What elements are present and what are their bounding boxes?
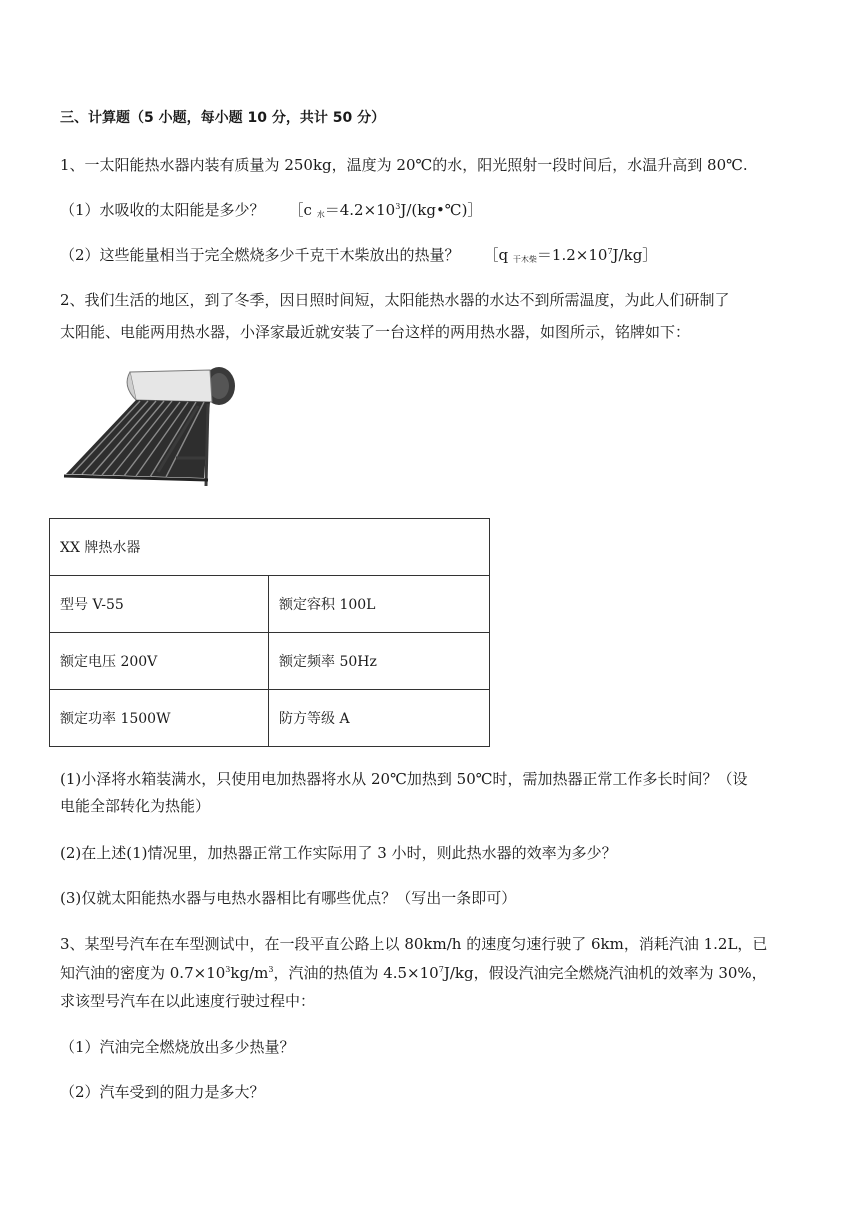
question-3-line-2: 知汽油的密度为 $0.7\times 10^3kg/m^3$，汽油的热值为 $4.5\times 10^7J/kg$，假设汽油完全燃烧汽油机的效率为 30%， (60, 964, 767, 982)
question-1-stem: 1、一太阳能热水器内装有质量为 250kg，温度为 20℃的水，阳光照射一段时间后，水温升高到 80℃. (60, 156, 748, 174)
question-2-stem-line-2: 太阳能、电能两用热水器，小泽家最近就安装了一台这样的两用热水器，如图所示，铭牌如下： (60, 323, 691, 341)
question-2-stem-line-1: 2、我们生活的地区，到了冬季，因日照时间短，太阳能热水器的水达不到所需温度，为此人们研制了 (60, 291, 730, 309)
model-cell: 型号 V-55 (50, 576, 269, 633)
nameplate-header-row (50, 519, 490, 576)
question-2-sub-3: (3)仅就太阳能热水器与电热水器相比有哪些优点？（写出一条即可） (60, 889, 517, 907)
question-2-sub-1-line-1: (1)小泽将水箱装满水，只使用电加热器将水从 20℃加热到 50℃时，需加热器正常工作多长时间？（设 (60, 770, 748, 788)
question-1-part-1-text: （1）水吸收的太阳能是多少？ (60, 201, 265, 219)
voltage-cell: 额定电压 200V (50, 633, 269, 690)
table-row (50, 576, 490, 633)
question-3-line-1: 3、某型号汽车在车型测试中，在一段平直公路上以 80km/h 的速度匀速行驶了 6km，消耗汽油 1.2L，已 (60, 935, 768, 953)
question-1-part-2-text: （2）这些能量相当于完全燃烧多少千克干木柴放出的热量？ (60, 246, 460, 264)
nameplate-table (49, 518, 490, 747)
table-row (50, 690, 490, 747)
question-3-part-2: （2）汽车受到的阻力是多大？ (60, 1083, 265, 1101)
question-3-part-1: （1）汽油完全燃烧放出多少热量？ (60, 1038, 295, 1056)
section-title: 三、计算题（5 小题，每小题 10 分，共计 50 分） (60, 110, 386, 126)
question-2-sub-2: (2)在上述(1)情况里，加热器正常工作实际用了 3 小时，则此热水器的效率为多少？ (60, 844, 617, 862)
frequency-cell: 额定频率 50Hz (269, 633, 490, 690)
protection-level-cell: 防方等级 A (269, 690, 490, 747)
capacity-cell: 额定容积 100L (269, 576, 490, 633)
question-3-line-3: 求该型号汽车在以此速度行驶过程中： (60, 992, 316, 1010)
solar-water-heater-image (58, 362, 236, 490)
table-row (50, 633, 490, 690)
question-1-part-2 (60, 245, 657, 265)
question-1-part-1 (60, 200, 482, 220)
heat-value-formula: ［q $_{干木柴}=1.2\times 10^7J/kg]$ (483, 246, 658, 264)
specific-heat-formula: ［c $_水=4.2\times 10^3J/(kg•℃)]$ (288, 201, 483, 219)
question-2-sub-1-line-2: 电能全部转化为热能） (60, 797, 211, 815)
nameplate-title: XX 牌热水器 (50, 519, 490, 576)
power-cell: 额定功率 1500W (50, 690, 269, 747)
